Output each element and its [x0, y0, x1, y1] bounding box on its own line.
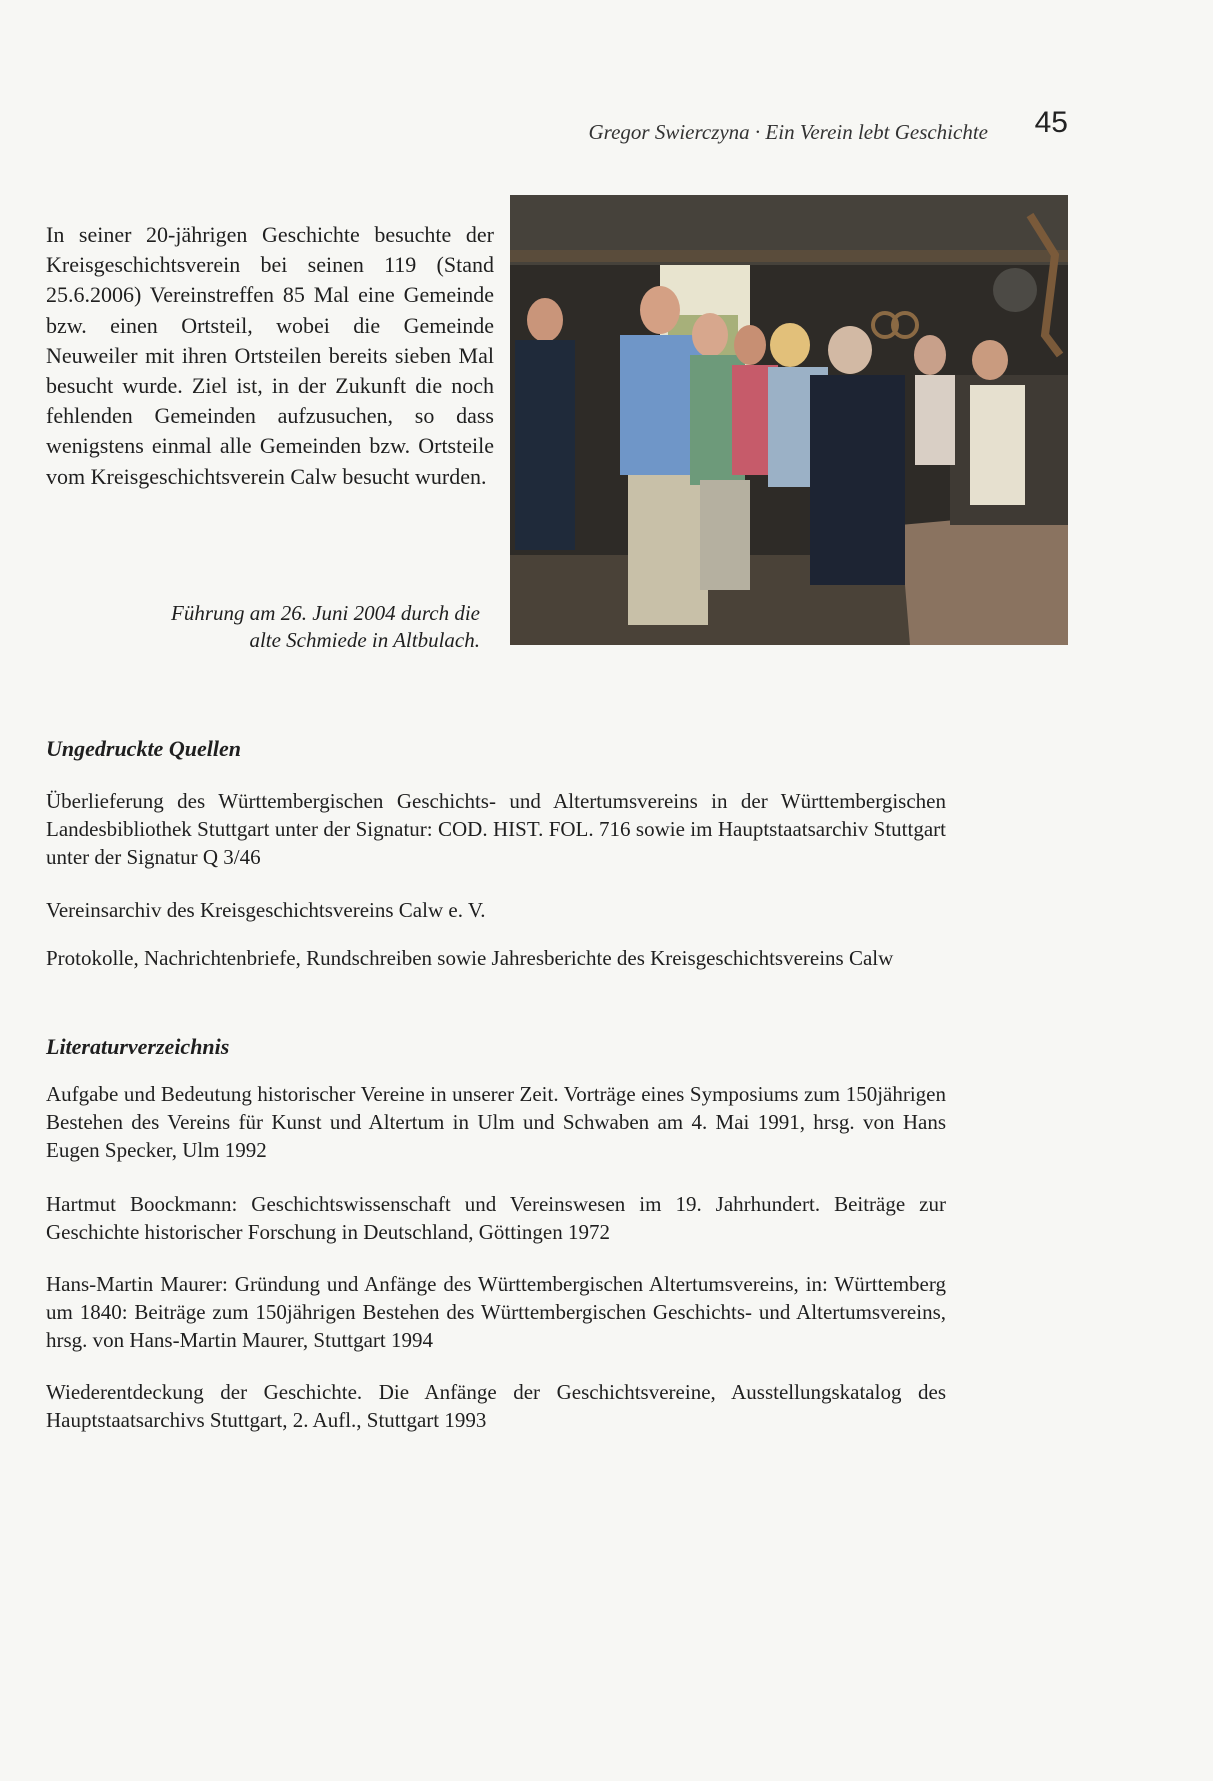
source-item: Überlieferung des Württembergischen Geschichts- und Altertumsvereins in der Württembergischen Landesbibliothek Stuttgart unter der Signatur: COD. HIST. FOL. 716 sowie im Hauptstaatsarchiv Stuttgart unter der Signatur Q 3/46	[46, 789, 946, 869]
bibliography-heading: Literaturverzeichnis	[46, 1034, 230, 1059]
photo-caption	[140, 600, 480, 654]
bibliography-item: Hans-Martin Maurer: Gründung und Anfänge des Württembergischen Altertumsvereins, in: Württemberg um 1840: Beiträge zum 150jährigen Bestehen des Württembergischen Geschichts- und Altertumsvereins, hrsg. von Hans-Martin Maurer, Stuttgart 1994	[46, 1272, 946, 1352]
running-title: Gregor Swierczyna · Ein Verein lebt Geschichte	[588, 120, 988, 144]
page-number: 45	[1034, 106, 1068, 139]
blacksmith-tour-photo	[510, 195, 1068, 645]
source-item: Vereinsarchiv des Kreisgeschichtsvereins Calw e. V.	[46, 898, 486, 922]
bibliography-item: Aufgabe und Bedeutung historischer Vereine in unserer Zeit. Vorträge eines Symposiums zum 150jährigen Bestehen des Vereins für Kunst und Altertum in Ulm und Schwaben am 4. Mai 1991, hrsg. von Hans Eugen Specker, Ulm 1992	[46, 1082, 946, 1162]
caption-line-1: Führung am 26. Juni 2004 durch die	[171, 601, 480, 625]
bibliography-item: Hartmut Boockmann: Geschichtswissenschaft und Vereinswesen im 19. Jahrhundert. Beiträge zur Geschichte historischer Forschung in Deutschland, Göttingen 1972	[46, 1192, 946, 1244]
running-header	[0, 96, 1068, 146]
caption-line-2: alte Schmiede in Altbulach.	[249, 628, 480, 652]
unpublished-sources-heading: Ungedruckte Quellen	[46, 736, 241, 761]
source-item: Protokolle, Nachrichtenbriefe, Rundschreiben sowie Jahresberichte des Kreisgeschichtsvereins Calw	[46, 946, 894, 970]
bibliography-item: Wiederentdeckung der Geschichte. Die Anfänge der Geschichtsvereine, Ausstellungskatalog des Hauptstaatsarchivs Stuttgart, 2. Aufl., Stuttgart 1993	[46, 1380, 946, 1432]
intro-paragraph: In seiner 20-jährigen Geschichte besuchte der Kreisgeschichtsverein bei seinen 119 (Stand 25.6.2006) Vereinstreffen 85 Mal eine Gemeinde bzw. einen Ortsteil, wobei die Gemeinde Neuweiler mit ihren Ortsteilen bereits sieben Mal besucht wurde. Ziel ist, in der Zukunft die noch fehlenden Gemeinden aufzusuchen, so dass wenigstens einmal alle Gemeinden bzw. Ortsteile vom Kreisgeschichtsverein Calw besucht wurden.	[46, 222, 494, 489]
